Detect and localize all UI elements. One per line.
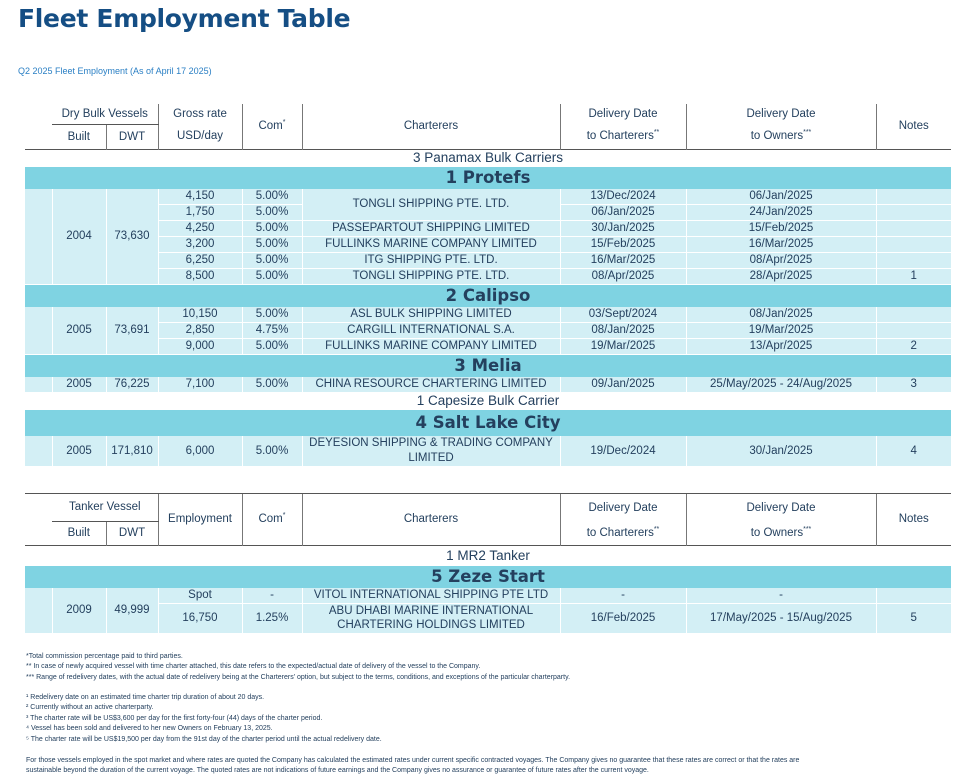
employment-cell: 16,750 [158,603,242,633]
note-cell [876,236,951,252]
table-row [25,252,951,268]
com-cell: 5.00% [242,338,302,354]
tanker-delivery-owners-header-2: to Owners*** [686,521,876,545]
dd-charterers-cell: 08/Jan/2025 [560,322,686,338]
charterer-cell: TONGLI SHIPPING PTE. LTD. [302,189,560,221]
com-cell: 5.00% [242,307,302,323]
vessel-name-salt-lake-city: 4 Salt Lake City [25,410,951,436]
disclaimer-line: sustainable beyond the duration of the current voyage. The quoted rates are not indications of future earnings and the Company gives no assurance or guarantee of future rates after the current voyage. [26,767,649,775]
dwt-value: 73,630 [106,189,158,285]
vessel-name-zeze-start: 5 Zeze Start [25,566,951,588]
vessel-name-calipso: 2 Calipso [25,284,951,307]
note-cell [876,322,951,338]
dd-charterers-cell: 03/Sept/2024 [560,307,686,323]
delivery-owners-header-2: to Owners*** [686,124,876,149]
dd-charterers-cell: 08/Apr/2025 [560,268,686,284]
footnote: ¹ Redelivery date on an estimated time charter trip duration of about 20 days. [26,694,265,701]
employment-cell: Spot [158,588,242,604]
charterer-cell: CHINA RESOURCE CHARTERING LIMITED [302,377,560,393]
delivery-owners-header: Delivery Date [686,104,876,124]
built-value: 2005 [52,436,106,467]
com-cell: 5.00% [242,377,302,393]
dd-owners-cell: 19/Mar/2025 [686,322,876,338]
dd-owners-cell: 06/Jan/2025 [686,189,876,205]
vessel-name-protefs: 1 Protefs [25,167,951,189]
tanker-built-header: Built [52,521,106,545]
tanker-table [25,493,951,634]
com-cell: 5.00% [242,436,302,467]
employment-header: Employment [158,494,242,545]
disclaimer [26,756,799,777]
com-cell: 5.00% [242,252,302,268]
group-mr2: 1 MR2 Tanker [446,547,530,563]
notes-header: Notes [898,120,929,133]
tanker-delivery-owners-header: Delivery Date [686,494,876,521]
table-row [25,436,951,467]
rate-cell: 2,850 [158,322,242,338]
dd-owners-cell: 25/May/2025 - 24/Aug/2025 [686,377,876,393]
built-value: 2004 [52,189,106,285]
dd-charterers-cell: 15/Feb/2025 [560,236,686,252]
footnotes-definitions [26,652,570,683]
note-cell [876,220,951,236]
com-cell: 5.00% [242,189,302,205]
gross-rate-header: Gross rate [158,104,242,124]
table-row [25,338,951,354]
table-row [25,220,951,236]
rate-cell: 3,200 [158,236,242,252]
built-value: 2005 [52,307,106,355]
charterers-header: Charterers [302,104,560,149]
dd-charterers-cell: - [560,588,686,604]
com-header: Com* [242,104,302,149]
tanker-dwt-header: DWT [106,521,158,545]
tanker-delivery-charterers-header: Delivery Date [560,494,686,521]
dd-owners-cell: 08/Apr/2025 [686,252,876,268]
charterer-cell: CARGILL INTERNATIONAL S.A. [302,322,560,338]
dry-bulk-table [25,104,951,467]
tanker-vessel-header: Tanker Vessel [52,494,158,521]
dd-owners-cell: - [686,588,876,604]
dd-owners-cell: 28/Apr/2025 [686,268,876,284]
table-row [25,236,951,252]
rate-cell: 9,000 [158,338,242,354]
note-cell [876,204,951,220]
com-cell: - [242,588,302,604]
com-cell: 5.00% [242,268,302,284]
footnote: ³ The charter rate will be US$3,600 per day for the first forty-four (44) days of the charter period. [26,714,323,722]
com-cell: 1.25% [242,603,302,633]
rate-cell: 6,250 [158,252,242,268]
dd-owners-cell: 08/Jan/2025 [686,307,876,323]
dd-owners-cell: 24/Jan/2025 [686,204,876,220]
dd-charterers-cell: 19/Mar/2025 [560,338,686,354]
page-title: Fleet Employment Table [18,4,351,33]
dd-charterers-cell: 16/Feb/2025 [560,603,686,633]
dd-owners-cell: 17/May/2025 - 15/Aug/2025 [686,603,876,633]
dwt-value: 171,810 [106,436,158,467]
note-cell: 5 [876,603,951,633]
note-cell [876,189,951,205]
charterer-cell: VITOL INTERNATIONAL SHIPPING PTE LTD [302,588,560,604]
charterer-cell: ASL BULK SHIPPING LIMITED [302,307,560,323]
tanker-charterers-header: Charterers [302,494,560,545]
dd-owners-cell: 13/Apr/2025 [686,338,876,354]
footnote: *** Range of redelivery dates, with the actual date of redelivery being at the Charterers' option, but subject to the terms, conditions, and exceptions of the particular charterparty. [26,673,571,681]
footnote: ⁵ The charter rate will be US$19,500 per day from the 91st day of the charter period until the actual redelivery date. [26,735,382,743]
table-row [25,377,951,393]
dd-charterers-cell: 09/Jan/2025 [560,377,686,393]
charterer-cell: DEYESION SHIPPING & TRADING COMPANY LIMITED [302,436,560,467]
footnote: ⁴ Vessel has been sold and delivered to her new Owners on February 13, 2025. [26,725,273,733]
charterer-cell: TONGLI SHIPPING PTE. LTD. [302,268,560,284]
dwt-value: 76,225 [106,377,158,393]
charterer-cell: PASSEPARTOUT SHIPPING LIMITED [302,220,560,236]
com-cell: 5.00% [242,204,302,220]
tanker-com-header: Com* [242,494,302,545]
rate-cell: 4,250 [158,220,242,236]
usd-day-header: USD/day [158,124,242,149]
footnote: *Total commission percentage paid to third parties. [26,653,183,660]
rate-cell: 4,150 [158,189,242,205]
group-panamax: 3 Panamax Bulk Carriers [412,150,564,165]
charterer-cell: FULLINKS MARINE COMPANY LIMITED [302,338,560,354]
footnotes-numbered [26,693,382,745]
charterer-cell: ABU DHABI MARINE INTERNATIONAL CHARTERING HOLDINGS LIMITED [302,603,560,633]
tanker-notes-header: Notes [898,513,929,526]
com-cell: 5.00% [242,220,302,236]
group-capesize: 1 Capesize Bulk Carrier [416,393,560,408]
built-value: 2005 [52,377,106,393]
dry-vessel-header: Dry Bulk Vessels [52,104,158,124]
rate-cell: 8,500 [158,268,242,284]
dd-charterers-cell: 16/Mar/2025 [560,252,686,268]
com-cell: 5.00% [242,236,302,252]
table-row [25,307,951,323]
note-cell: 1 [876,268,951,284]
vessel-name-melia: 3 Melia [25,354,951,377]
dd-charterers-cell: 30/Jan/2025 [560,220,686,236]
dd-owners-cell: 16/Mar/2025 [686,236,876,252]
com-cell: 4.75% [242,322,302,338]
delivery-charterers-header: Delivery Date [560,104,686,124]
charterer-cell: FULLINKS MARINE COMPANY LIMITED [302,236,560,252]
table-row [25,603,951,633]
dwt-value: 73,691 [106,307,158,355]
table-row [25,322,951,338]
built-header: Built [52,124,106,149]
delivery-charterers-header-2: to Charterers** [560,124,686,149]
dd-owners-cell: 15/Feb/2025 [686,220,876,236]
note-cell: 3 [876,377,951,393]
table-row [25,268,951,284]
table-row [25,189,951,205]
built-value: 2009 [52,588,106,634]
note-cell [876,252,951,268]
dwt-header: DWT [106,124,158,149]
disclaimer-line: For those vessels employed in the spot market and where rates are quoted the Company has calculated the estimated rates under current specific contracted voyages. The Company gives no guarantee that these rates are correct or that the rates are [26,757,800,764]
dd-charterers-cell: 13/Dec/2024 [560,189,686,205]
rate-cell: 10,150 [158,307,242,323]
dd-owners-cell: 30/Jan/2025 [686,436,876,467]
note-cell: 2 [876,338,951,354]
dd-charterers-cell: 19/Dec/2024 [560,436,686,467]
note-cell: 4 [876,436,951,467]
note-cell [876,588,951,604]
table-row [25,588,951,604]
rate-cell: 6,000 [158,436,242,467]
footnote: ² Currently without an active charterparty. [26,704,154,712]
rate-cell: 1,750 [158,204,242,220]
page-subtitle: Q2 2025 Fleet Employment (As of April 17 2025) [18,66,212,76]
dwt-value: 49,999 [106,588,158,634]
dd-charterers-cell: 06/Jan/2025 [560,204,686,220]
tanker-delivery-charterers-header-2: to Charterers** [560,521,686,545]
note-cell [876,307,951,323]
rate-cell: 7,100 [158,377,242,393]
charterer-cell: ITG SHIPPING PTE. LTD. [302,252,560,268]
footnote: ** In case of newly acquired vessel with time charter attached, this date refers to the expected/actual date of delivery of the vessel to the Company. [26,663,481,671]
